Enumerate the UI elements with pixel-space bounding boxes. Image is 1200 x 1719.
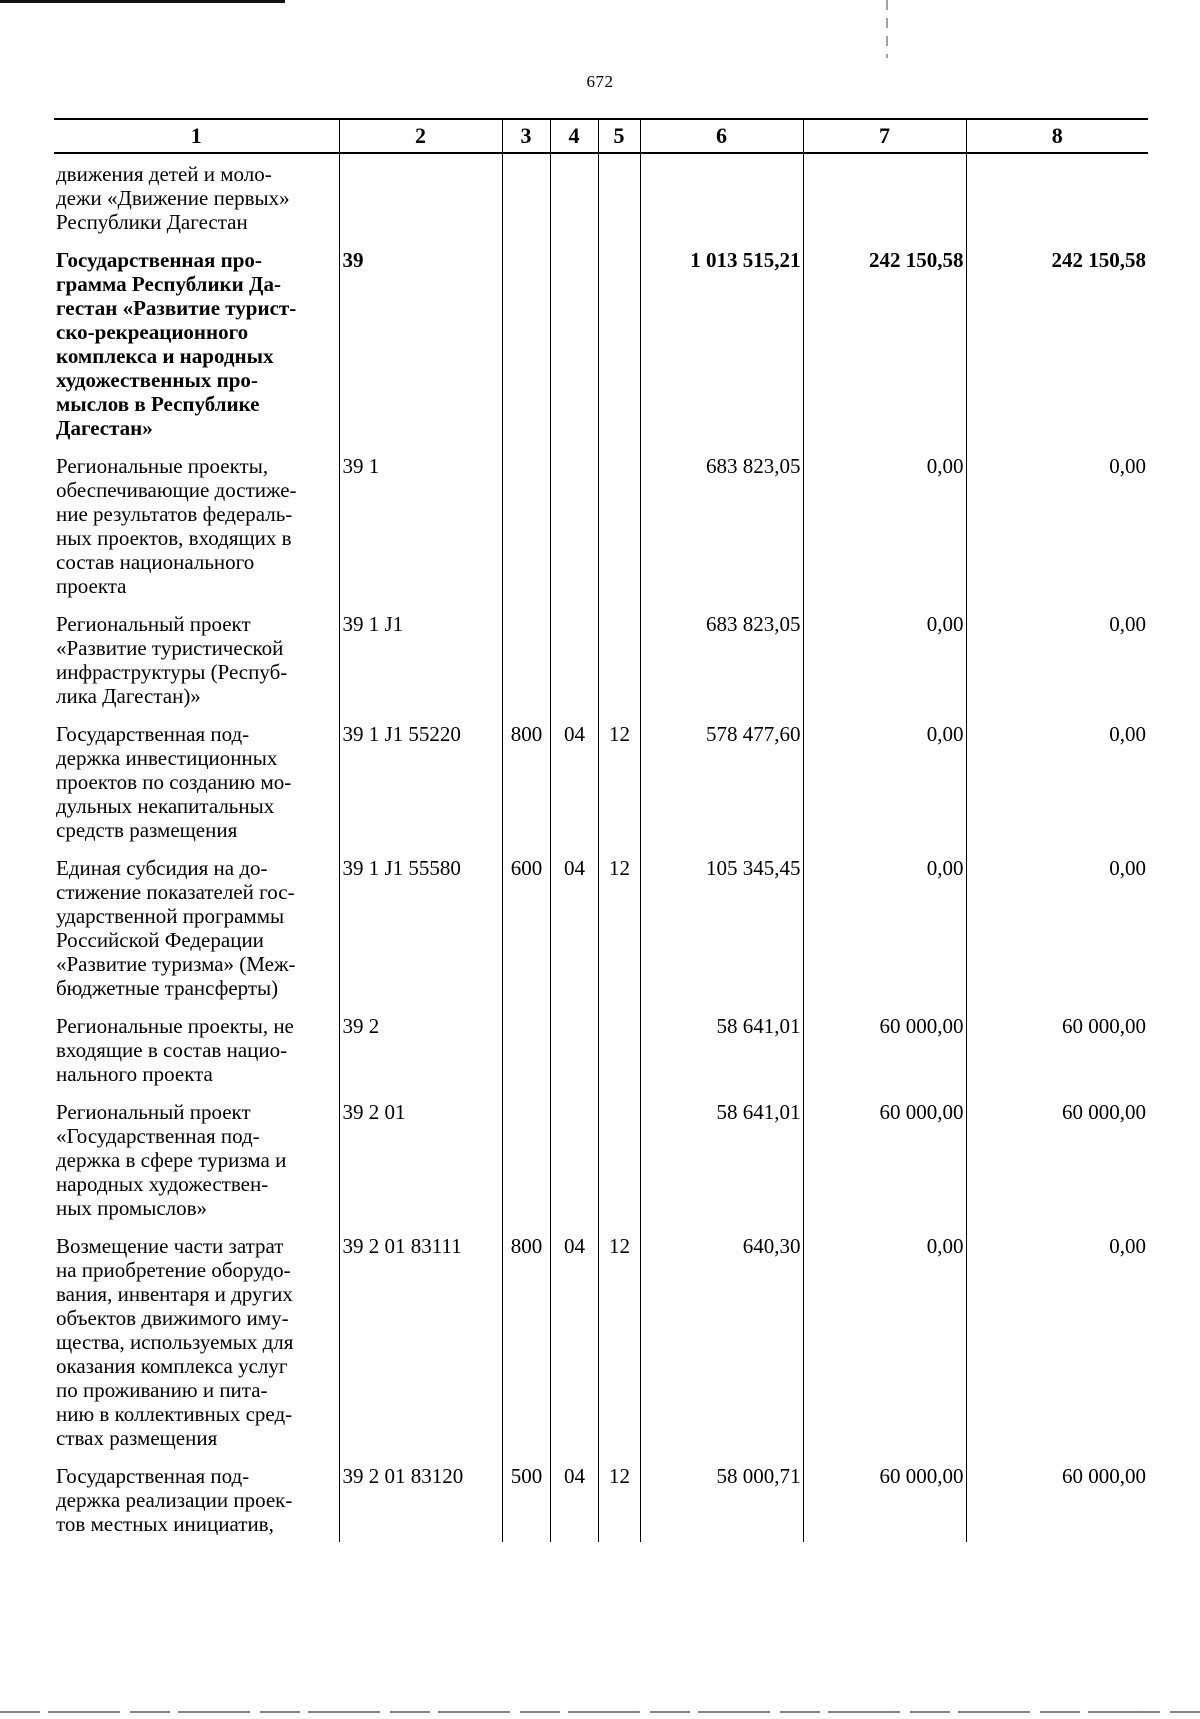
row-value-col7: 0,00 — [803, 1234, 966, 1464]
table-row — [54, 1014, 1148, 1100]
row-col5 — [598, 248, 640, 454]
row-col3: 800 — [502, 1234, 550, 1464]
budget-table — [54, 118, 1148, 1542]
page-number: 672 — [586, 72, 614, 91]
row-value-col7: 60 000,00 — [803, 1014, 966, 1100]
row-col5 — [598, 153, 640, 248]
row-value-col6: 58 641,01 — [640, 1100, 803, 1234]
row-value-col6: 683 823,05 — [640, 612, 803, 722]
row-name: Государственная под- держка инвестиционных проектов по созданию мо- дульных некапитальных средств размещения — [56, 722, 292, 842]
row-value-col8 — [966, 153, 1148, 248]
scan-artifact-bottom-line — [0, 1711, 1200, 1713]
row-col4 — [550, 153, 598, 248]
row-col3: 600 — [502, 856, 550, 1014]
row-code: 39 1 J1 — [339, 612, 502, 722]
row-col5 — [598, 454, 640, 612]
row-code: 39 1 J1 55580 — [339, 856, 502, 1014]
row-value-col7: 0,00 — [803, 856, 966, 1014]
row-value-col8: 60 000,00 — [966, 1100, 1148, 1234]
row-col5 — [598, 1100, 640, 1234]
row-name: Региональный проект «Государственная под- держка в сфере туризма и народных художествен- ных промыслов» — [56, 1100, 287, 1220]
table-row — [54, 1100, 1148, 1234]
row-name: Региональные проекты, не входящие в состав нацио- нального проекта — [56, 1014, 294, 1086]
row-value-col8: 0,00 — [966, 454, 1148, 612]
table-row — [54, 454, 1148, 612]
column-header-7: 7 — [803, 119, 966, 153]
column-header-4: 4 — [550, 119, 598, 153]
row-value-col7: 60 000,00 — [803, 1100, 966, 1234]
row-name: Возмещение части затрат на приобретение оборудо- вания, инвентаря и других объектов движимого иму- щества, используемых для оказания комплекса услуг по проживанию и пита- нию в коллективных сред- ствах размещения — [56, 1234, 294, 1450]
row-col4 — [550, 248, 598, 454]
row-col3 — [502, 1100, 550, 1234]
row-col3 — [502, 153, 550, 248]
column-header-8: 8 — [966, 119, 1148, 153]
row-col5 — [598, 612, 640, 722]
row-col5 — [598, 1014, 640, 1100]
row-code: 39 2 01 — [339, 1100, 502, 1234]
row-value-col6: 683 823,05 — [640, 454, 803, 612]
row-value-col8: 60 000,00 — [966, 1464, 1148, 1542]
column-header-3: 3 — [502, 119, 550, 153]
row-value-col8: 0,00 — [966, 722, 1148, 856]
row-value-col6: 58 641,01 — [640, 1014, 803, 1100]
row-value-col7 — [803, 153, 966, 248]
row-value-col6: 578 477,60 — [640, 722, 803, 856]
row-name: Региональный проект «Развитие туристической инфраструктуры (Респуб- лика Дагестан)» — [56, 612, 288, 708]
row-col3 — [502, 1014, 550, 1100]
table-row — [54, 153, 1148, 248]
row-name: Государственная про- грамма Республики Да- гестан «Развитие турист- ско-рекреационного комплекса и народных художественных про- мыслов в Республике Дагестан» — [56, 248, 297, 440]
table-row — [54, 248, 1148, 454]
row-value-col6: 105 345,45 — [640, 856, 803, 1014]
table-row — [54, 856, 1148, 1014]
column-header-2: 2 — [339, 119, 502, 153]
row-col3: 800 — [502, 722, 550, 856]
row-value-col6 — [640, 153, 803, 248]
column-header-1: 1 — [54, 119, 339, 153]
row-name: Единая субсидия на до- стижение показателей гос- ударственной программы Российской Федерации «Развитие туризма» (Меж- бюджетные трансферты) — [56, 856, 296, 1000]
row-code: 39 2 01 83111 — [339, 1234, 502, 1464]
scan-artifact-top-line — [0, 0, 285, 3]
row-name: Региональные проекты, обеспечивающие достиже- ние результатов федераль- ных проектов, входящих в состав национального проекта — [56, 454, 297, 598]
row-code: 39 1 J1 55220 — [339, 722, 502, 856]
table-body — [54, 153, 1148, 1542]
row-code — [339, 153, 502, 248]
row-value-col7: 60 000,00 — [803, 1464, 966, 1542]
row-code: 39 1 — [339, 454, 502, 612]
row-value-col8: 242 150,58 — [966, 248, 1148, 454]
row-name: Государственная под- держка реализации проек- тов местных инициатив, — [56, 1464, 293, 1536]
row-code: 39 2 — [339, 1014, 502, 1100]
row-value-col6: 1 013 515,21 — [640, 248, 803, 454]
row-col3 — [502, 612, 550, 722]
row-col5: 12 — [598, 1464, 640, 1542]
row-value-col8: 0,00 — [966, 1234, 1148, 1464]
table-row — [54, 1464, 1148, 1542]
row-value-col6: 58 000,71 — [640, 1464, 803, 1542]
row-value-col7: 0,00 — [803, 454, 966, 612]
row-code: 39 — [339, 248, 502, 454]
row-value-col8: 60 000,00 — [966, 1014, 1148, 1100]
row-value-col8: 0,00 — [966, 856, 1148, 1014]
table-row — [54, 1234, 1148, 1464]
row-value-col7: 0,00 — [803, 612, 966, 722]
row-value-col8: 0,00 — [966, 612, 1148, 722]
row-value-col7: 242 150,58 — [803, 248, 966, 454]
row-col4 — [550, 1100, 598, 1234]
row-col3 — [502, 248, 550, 454]
row-value-col6: 640,30 — [640, 1234, 803, 1464]
row-code: 39 2 01 83120 — [339, 1464, 502, 1542]
header-row — [54, 119, 1148, 153]
scan-artifact-mark — [886, 0, 888, 58]
table-row — [54, 722, 1148, 856]
column-header-5: 5 — [598, 119, 640, 153]
row-col4: 04 — [550, 722, 598, 856]
column-header-6: 6 — [640, 119, 803, 153]
row-col4: 04 — [550, 1464, 598, 1542]
row-value-col7: 0,00 — [803, 722, 966, 856]
row-col4 — [550, 1014, 598, 1100]
row-name: движения детей и моло- дежи «Движение первых» Республики Дагестан — [56, 162, 290, 234]
row-col4: 04 — [550, 856, 598, 1014]
row-col5: 12 — [598, 856, 640, 1014]
row-col5: 12 — [598, 1234, 640, 1464]
row-col4 — [550, 454, 598, 612]
table-row — [54, 612, 1148, 722]
row-col4: 04 — [550, 1234, 598, 1464]
row-col4 — [550, 612, 598, 722]
row-col3 — [502, 454, 550, 612]
row-col3: 500 — [502, 1464, 550, 1542]
row-col5: 12 — [598, 722, 640, 856]
